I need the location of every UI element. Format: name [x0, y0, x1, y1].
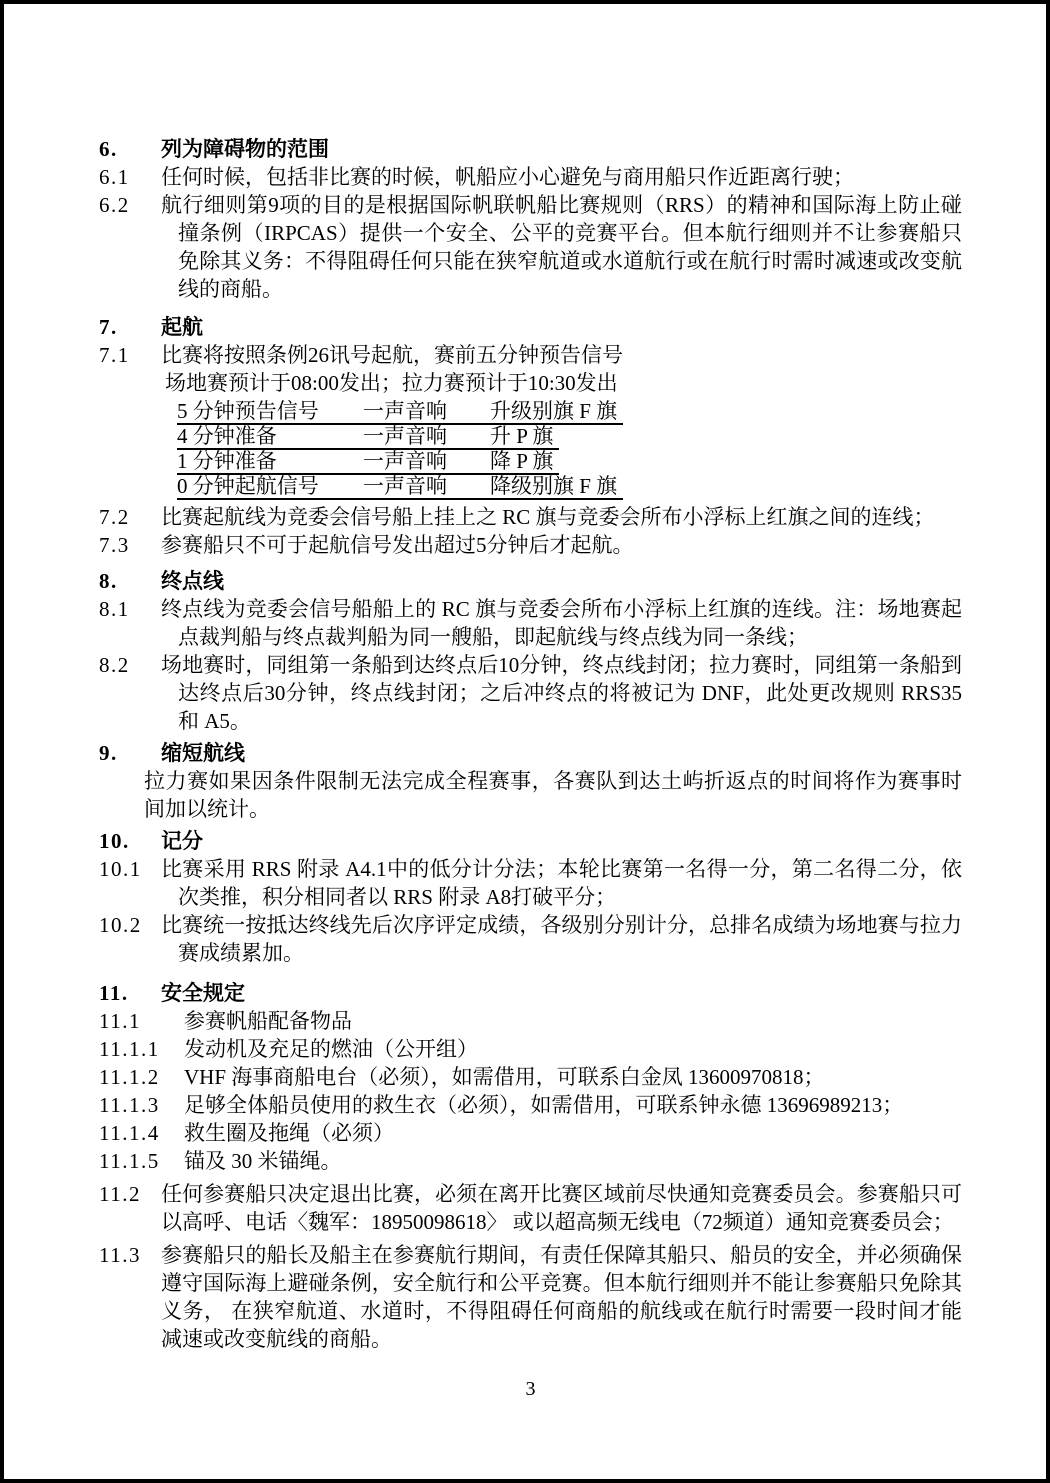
section-11-number: 11.	[99, 981, 129, 1005]
section-7-heading	[99, 313, 962, 341]
clause-number: 11.1.5	[99, 1149, 160, 1173]
clause-7-3	[99, 531, 962, 559]
section-6-heading	[99, 135, 962, 163]
clause-text: 发动机及充足的燃油（公开组）	[184, 1037, 478, 1061]
signal-row-5min	[177, 400, 623, 425]
signal-time: 5 分钟预告信号	[177, 399, 319, 423]
clause-number: 11.1.1	[99, 1037, 160, 1061]
clause-number: 11.1	[99, 1009, 141, 1033]
section-6-title: 列为障碍物的范围	[161, 137, 329, 161]
clause-text: 参赛船只的船长及船主在参赛航行期间，有责任保障其船只、船员的安全，并必须确保遵守国际海上避碰条例，安全航行和公平竞赛。但本航行细则并不能让参赛船只免除其义务， 在狭窄航道、水道时，不得阻碍任何商船的航线或在航行时需要一段时间才能减速或改变航线的商船。	[161, 1243, 962, 1351]
clause-11-1	[99, 1007, 962, 1035]
signal-sound: 一声音响	[363, 474, 447, 498]
clause-11-2	[99, 1180, 962, 1236]
clause-10-2	[99, 911, 962, 967]
signal-time: 1 分钟准备	[177, 449, 277, 473]
clause-number: 10.2	[99, 913, 142, 937]
start-signal-table	[177, 400, 962, 500]
clause-text: 比赛将按照条例26讯号起航，赛前五分钟预告信号	[161, 343, 623, 367]
clause-11-1-3	[99, 1091, 962, 1119]
clause-text: 比赛统一按抵达终线先后次序评定成绩，各级别分别计分，总排名成绩为场地赛与拉力赛成绩累加。	[161, 913, 962, 965]
clause-text: 比赛采用 RRS 附录 A4.1中的低分计分法；本轮比赛第一名得一分，第二名得二分，依次类推，积分相同者以 RRS 附录 A8打破平分；	[161, 857, 962, 909]
clause-text: 参赛帆船配备物品	[184, 1009, 352, 1033]
clause-8-1	[99, 595, 962, 651]
section-10-heading	[99, 827, 962, 855]
section-11-heading	[99, 979, 962, 1007]
clause-number: 7.1	[99, 343, 130, 367]
clause-11-1-5	[99, 1147, 962, 1175]
section-10-number: 10.	[99, 829, 130, 853]
section-9-heading	[99, 739, 962, 767]
section-9-title: 缩短航线	[161, 741, 245, 765]
clause-text: 航行细则第9项的目的是根据国际帆联帆船比赛规则（RRS）的精神和国际海上防止碰撞条例（IRPCAS）提供一个安全、公平的竞赛平台。但本航行细则并不让参赛船只免除其义务：不得阻碍任何只能在狭窄航道或水道航行或在航行时需时减速或改变航线的商船。	[161, 193, 962, 301]
clause-number: 11.2	[99, 1182, 141, 1206]
clause-11-1-4	[99, 1119, 962, 1147]
section-7-title: 起航	[161, 315, 203, 339]
clause-7-1	[99, 341, 962, 369]
clause-text: 锚及 30 米锚绳。	[184, 1149, 342, 1173]
signal-sound: 一声音响	[363, 449, 447, 473]
clause-number: 11.1.2	[99, 1065, 160, 1089]
signal-time: 0 分钟起航信号	[177, 474, 319, 498]
clause-number: 8.2	[99, 653, 130, 677]
section-7-number: 7.	[99, 315, 118, 339]
section-10-title: 记分	[161, 829, 203, 853]
page-number: 3	[525, 1378, 536, 1400]
clause-number: 10.1	[99, 857, 142, 881]
signal-row-0min	[177, 475, 623, 500]
clause-number: 6.1	[99, 165, 130, 189]
section-8-title: 终点线	[161, 569, 224, 593]
clause-7-2	[99, 503, 962, 531]
clause-text: 终点线为竞委会信号船船上的 RC 旗与竞委会所布小浮标上红旗的连线。注：场地赛起点裁判船与终点裁判船为同一艘船，即起航线与终点线为同一条线；	[161, 597, 962, 649]
clause-11-1-2	[99, 1063, 962, 1091]
clause-text: 救生圈及拖绳（必须）	[184, 1121, 394, 1145]
clause-11-1-1	[99, 1035, 962, 1063]
clause-text: 比赛起航线为竞委会信号船上挂上之 RC 旗与竞委会所布小浮标上红旗之间的连线；	[161, 505, 935, 529]
signal-time: 4 分钟准备	[177, 424, 277, 448]
start-time-note: 场地赛预计于08:00发出；拉力赛预计于10:30发出	[165, 371, 618, 395]
clause-text: 场地赛时，同组第一条船到达终点后10分钟，终点线封闭；拉力赛时，同组第一条船到达终点后30分钟，终点线封闭；之后冲终点的将被记为 DNF，此处更改规则 RRS35和 A5。	[161, 653, 962, 733]
signal-flag: 降 P 旗	[490, 449, 554, 473]
clause-number: 6.2	[99, 193, 130, 217]
signal-flag: 升级别旗 F 旗	[490, 399, 618, 423]
clause-text: 参赛船只不可于起航信号发出超过5分钟后才起航。	[161, 533, 634, 557]
signal-flag: 升 P 旗	[490, 424, 554, 448]
section-6-number: 6.	[99, 137, 118, 161]
clause-text: VHF 海事商船电台（必须），如需借用，可联系白金凤 13600970818；	[184, 1065, 825, 1089]
clause-number: 11.1.3	[99, 1093, 160, 1117]
clause-6-2	[99, 191, 962, 303]
clause-text: 足够全体船员使用的救生衣（必须），如需借用，可联系钟永德 13696989213；	[184, 1093, 904, 1117]
clause-6-1	[99, 163, 962, 191]
clause-8-2	[99, 651, 962, 735]
section-11-title: 安全规定	[161, 981, 245, 1005]
clause-text: 任何参赛船只决定退出比赛，必须在离开比赛区域前尽快通知竞赛委员会。参赛船只可以高呼、电话〈魏军：18950098618〉 或以超高频无线电（72频道）通知竞赛委员会；	[161, 1182, 962, 1234]
clause-11-3	[99, 1241, 962, 1353]
clause-number: 11.1.4	[99, 1121, 160, 1145]
signal-flag: 降级别旗 F 旗	[490, 474, 618, 498]
section-9-body: 拉力赛如果因条件限制无法完成全程赛事，各赛队到达土屿折返点的时间将作为赛事时间加以统计。	[144, 769, 962, 821]
clause-number: 11.3	[99, 1243, 141, 1267]
signal-row-1min	[177, 450, 559, 475]
signal-sound: 一声音响	[363, 424, 447, 448]
section-8-number: 8.	[99, 569, 118, 593]
clause-text: 任何时候，包括非比赛的时候，帆船应小心避免与商用船只作近距离行驶；	[161, 165, 854, 189]
section-9-number: 9.	[99, 741, 118, 765]
section-8-heading	[99, 567, 962, 595]
clause-number: 8.1	[99, 597, 130, 621]
clause-number: 7.3	[99, 533, 130, 557]
signal-row-4min	[177, 425, 559, 450]
signal-sound: 一声音响	[363, 399, 447, 423]
document-content	[4, 4, 1046, 1403]
clause-10-1	[99, 855, 962, 911]
clause-number: 7.2	[99, 505, 130, 529]
